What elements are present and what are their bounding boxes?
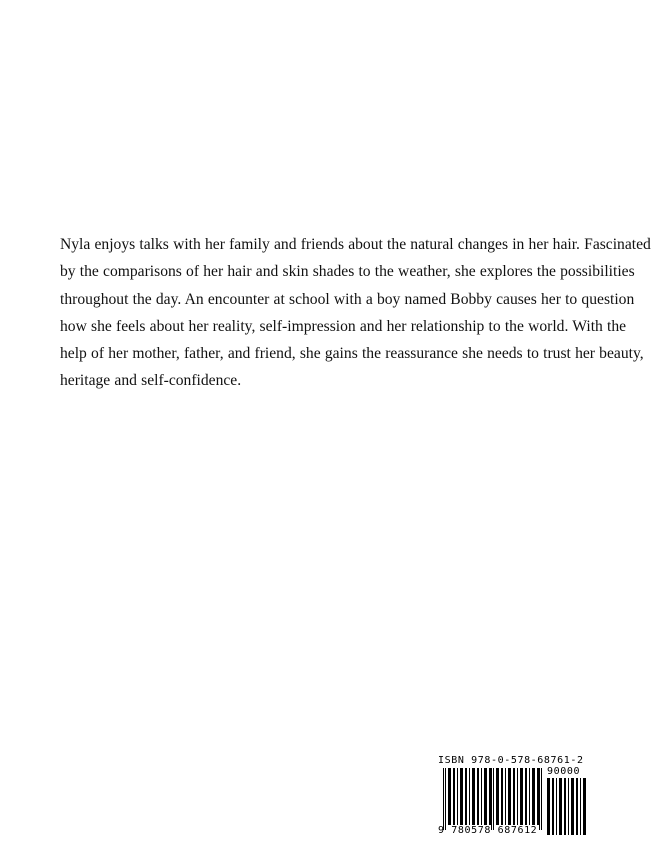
isbn-barcode: [433, 755, 593, 839]
barcode-bar: [583, 778, 586, 835]
barcode-bar: [525, 768, 527, 825]
blurb-line: Nyla enjoys talks with her family and friends about the natural changes in her hair. Fascinated: [60, 236, 651, 253]
barcode-bar: [457, 768, 458, 825]
blurb-line: heritage and self-confidence.: [60, 372, 242, 390]
barcode-bar: [576, 778, 578, 835]
barcode-bar: [508, 768, 511, 825]
barcode-bar: [537, 768, 539, 825]
barcode-bar: [564, 778, 566, 835]
blurb-line: by the comparisons of her hair and skin shades to the weather, she explores the possibilities: [60, 263, 635, 281]
barcode-bar: [472, 768, 475, 825]
barcode-bar: [505, 768, 506, 825]
barcode-guard-bar: [491, 768, 492, 830]
barcode-bar: [559, 778, 562, 835]
barcode-bar: [513, 768, 515, 825]
barcode-bar: [453, 768, 455, 825]
barcode-bar: [517, 768, 518, 825]
barcode-bar: [477, 768, 479, 825]
barcode-bar: [532, 768, 535, 825]
barcode-bar: [460, 768, 463, 825]
barcode-bar: [547, 778, 550, 835]
barcode-bar: [481, 768, 482, 825]
barcode-guard-bar: [493, 768, 494, 830]
blurb-line: how she feels about her reality, self-impression and her relationship to the world. With the: [60, 317, 627, 335]
barcode-bar: [465, 768, 467, 825]
barcode-bar: [520, 768, 523, 825]
barcode-bar: [448, 768, 451, 825]
barcode-guard-bar: [443, 768, 444, 830]
barcode-bar: [496, 768, 499, 825]
barcode-bar: [571, 778, 574, 835]
blurb-line: throughout the day. An encounter at school with a boy named Bobby causes her to question: [60, 290, 635, 308]
barcode-bar: [552, 778, 554, 835]
barcode-bar: [469, 768, 470, 825]
back-cover-blurb: [60, 231, 651, 395]
barcode-bar: [568, 778, 569, 835]
barcode-bar: [501, 768, 503, 825]
barcode-bar: [580, 778, 581, 835]
isbn-number: ISBN 978-0-578-68761-2: [438, 755, 584, 766]
barcode-guard-bar: [445, 768, 446, 830]
price-code: 90000: [547, 766, 581, 777]
barcode-guard-bar: [541, 768, 542, 830]
barcode-digits: 9 780578 687612: [438, 825, 538, 836]
blurb-line: help of her mother, father, and friend, she gains the reassurance she needs to trust her beauty,: [60, 345, 644, 363]
barcode-bar: [529, 768, 530, 825]
barcode-bar: [556, 778, 557, 835]
barcode-bar: [484, 768, 487, 825]
barcode-bar: [489, 768, 491, 825]
barcode-guard-bar: [539, 768, 540, 830]
